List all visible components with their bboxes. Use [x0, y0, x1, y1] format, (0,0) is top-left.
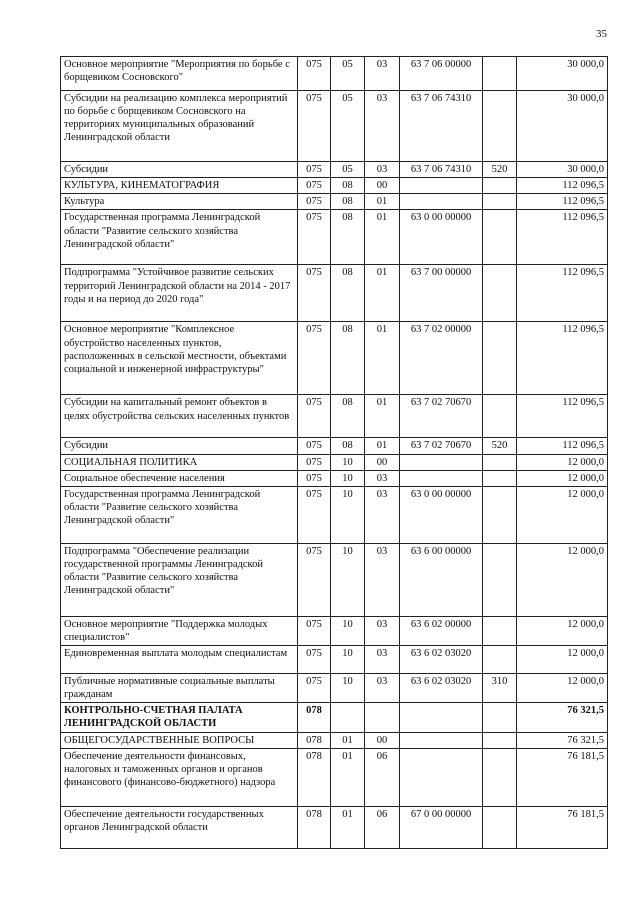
row-expense-type [483, 748, 517, 806]
row-target-article: 63 6 02 00000 [400, 616, 483, 645]
row-amount: 112 096,5 [517, 322, 608, 395]
row-expense-type [483, 210, 517, 265]
row-expense-type [483, 322, 517, 395]
row-name: ОБЩЕГОСУДАРСТВЕННЫЕ ВОПРОСЫ [61, 732, 298, 748]
row-gr-code: 075 [298, 194, 331, 210]
row-expense-type [483, 265, 517, 322]
row-section-code [331, 703, 365, 732]
row-name: Публичные нормативные социальные выплаты гражданам [61, 674, 298, 703]
row-name: Единовременная выплата молодым специалистам [61, 646, 298, 674]
row-subsection-code: 01 [365, 210, 400, 265]
row-expense-type [483, 732, 517, 748]
row-gr-code: 075 [298, 616, 331, 645]
row-target-article: 63 7 06 00000 [400, 57, 483, 91]
row-target-article: 63 7 06 74310 [400, 91, 483, 162]
row-section-code: 08 [331, 194, 365, 210]
row-gr-code: 075 [298, 543, 331, 616]
table-row [61, 210, 608, 265]
row-expense-type [483, 57, 517, 91]
row-gr-code: 075 [298, 91, 331, 162]
row-expense-type [483, 470, 517, 486]
row-expense-type [483, 806, 517, 848]
row-name: Государственная программа Ленинградской области "Развитие сельского хозяйства Ленинградской области" [61, 486, 298, 543]
row-expense-type [483, 543, 517, 616]
row-subsection-code: 03 [365, 616, 400, 645]
row-name: Субсидии на капитальный ремонт объектов в целях обустройства сельских населенных пунктов [61, 395, 298, 438]
row-amount: 112 096,5 [517, 210, 608, 265]
row-target-article: 63 7 02 70670 [400, 438, 483, 454]
row-target-article: 63 6 02 03020 [400, 674, 483, 703]
table-row [61, 748, 608, 806]
row-name: КОНТРОЛЬНО-СЧЕТНАЯ ПАЛАТА ЛЕНИНГРАДСКОЙ ОБЛАСТИ [61, 703, 298, 732]
table-row [61, 703, 608, 732]
row-target-article [400, 703, 483, 732]
row-amount: 112 096,5 [517, 178, 608, 194]
row-name: СОЦИАЛЬНАЯ ПОЛИТИКА [61, 454, 298, 470]
row-name: Субсидии [61, 162, 298, 178]
row-section-code: 05 [331, 162, 365, 178]
row-subsection-code: 00 [365, 732, 400, 748]
row-name: Основное мероприятие "Поддержка молодых специалистов" [61, 616, 298, 645]
row-gr-code: 078 [298, 806, 331, 848]
row-subsection-code: 03 [365, 162, 400, 178]
table-row [61, 732, 608, 748]
row-section-code: 08 [331, 210, 365, 265]
row-expense-type [483, 646, 517, 674]
row-expense-type [483, 454, 517, 470]
row-expense-type [483, 703, 517, 732]
row-name: Обеспечение деятельности финансовых, налоговых и таможенных органов и органов финансового (финансово-бюджетного) надзора [61, 748, 298, 806]
row-section-code: 08 [331, 322, 365, 395]
row-subsection-code: 01 [365, 194, 400, 210]
row-name: Обеспечение деятельности государственных органов Ленинградской области [61, 806, 298, 848]
row-gr-code: 075 [298, 57, 331, 91]
row-target-article [400, 470, 483, 486]
table-row [61, 543, 608, 616]
row-subsection-code: 06 [365, 806, 400, 848]
row-gr-code: 075 [298, 470, 331, 486]
row-gr-code: 075 [298, 646, 331, 674]
row-amount: 112 096,5 [517, 194, 608, 210]
row-name: Основное мероприятие "Комплексное обустройство населенных пунктов, расположенных в сельской местности, объектами социальной и инженерной инфраструктуры" [61, 322, 298, 395]
row-expense-type [483, 194, 517, 210]
row-name: Субсидии [61, 438, 298, 454]
row-gr-code: 075 [298, 395, 331, 438]
row-expense-type [483, 486, 517, 543]
row-subsection-code: 03 [365, 646, 400, 674]
row-name: Подпрограмма "Обеспечение реализации государственной программы Ленинградской области "Развитие сельского хозяйства Ленинградской области" [61, 543, 298, 616]
row-gr-code: 075 [298, 178, 331, 194]
row-target-article [400, 194, 483, 210]
row-amount: 30 000,0 [517, 91, 608, 162]
row-amount: 76 321,5 [517, 703, 608, 732]
row-target-article: 63 7 02 70670 [400, 395, 483, 438]
row-expense-type [483, 616, 517, 645]
row-section-code: 08 [331, 438, 365, 454]
table-row [61, 91, 608, 162]
row-subsection-code: 03 [365, 486, 400, 543]
row-subsection-code: 00 [365, 454, 400, 470]
row-gr-code: 078 [298, 748, 331, 806]
row-section-code: 10 [331, 470, 365, 486]
table-row [61, 646, 608, 674]
row-name: КУЛЬТУРА, КИНЕМАТОГРАФИЯ [61, 178, 298, 194]
row-gr-code: 075 [298, 322, 331, 395]
row-expense-type [483, 395, 517, 438]
row-subsection-code: 03 [365, 674, 400, 703]
row-section-code: 01 [331, 806, 365, 848]
row-section-code: 10 [331, 616, 365, 645]
row-amount: 112 096,5 [517, 438, 608, 454]
row-amount: 76 181,5 [517, 806, 608, 848]
row-target-article [400, 748, 483, 806]
table-row [61, 438, 608, 454]
row-section-code: 10 [331, 646, 365, 674]
row-name: Культура [61, 194, 298, 210]
row-amount: 112 096,5 [517, 395, 608, 438]
row-target-article: 63 7 06 74310 [400, 162, 483, 178]
row-section-code: 10 [331, 543, 365, 616]
row-section-code: 10 [331, 674, 365, 703]
table-row [61, 265, 608, 322]
table-row [61, 806, 608, 848]
row-target-article [400, 178, 483, 194]
row-gr-code: 075 [298, 210, 331, 265]
row-name: Основное мероприятие "Мероприятия по борьбе с борщевиком Сосновского" [61, 57, 298, 91]
row-name: Подпрограмма "Устойчивое развитие сельских территорий Ленинградской области на 2014 - 2017 годы и на период до 2020 года" [61, 265, 298, 322]
row-amount: 30 000,0 [517, 162, 608, 178]
page-number: 35 [596, 28, 607, 40]
row-subsection-code: 01 [365, 438, 400, 454]
table-row [61, 454, 608, 470]
row-expense-type [483, 91, 517, 162]
row-name: Государственная программа Ленинградской области "Развитие сельского хозяйства Ленинградской области" [61, 210, 298, 265]
row-target-article: 63 6 00 00000 [400, 543, 483, 616]
row-amount: 12 000,0 [517, 646, 608, 674]
table-row [61, 57, 608, 91]
row-gr-code: 078 [298, 732, 331, 748]
row-subsection-code: 01 [365, 395, 400, 438]
row-amount: 112 096,5 [517, 265, 608, 322]
row-subsection-code: 01 [365, 265, 400, 322]
row-expense-type: 310 [483, 674, 517, 703]
row-section-code: 05 [331, 57, 365, 91]
row-section-code: 01 [331, 732, 365, 748]
budget-table-body [61, 57, 608, 849]
row-gr-code: 075 [298, 438, 331, 454]
row-name: Социальное обеспечение населения [61, 470, 298, 486]
row-subsection-code: 00 [365, 178, 400, 194]
row-amount: 12 000,0 [517, 674, 608, 703]
table-row [61, 194, 608, 210]
row-subsection-code: 03 [365, 470, 400, 486]
row-section-code: 10 [331, 486, 365, 543]
row-subsection-code: 01 [365, 322, 400, 395]
row-amount: 12 000,0 [517, 543, 608, 616]
row-subsection-code: 03 [365, 57, 400, 91]
row-expense-type [483, 178, 517, 194]
row-target-article: 67 0 00 00000 [400, 806, 483, 848]
budget-table [60, 56, 608, 849]
row-gr-code: 078 [298, 703, 331, 732]
row-amount: 76 321,5 [517, 732, 608, 748]
row-target-article [400, 454, 483, 470]
row-name: Субсидии на реализацию комплекса мероприятий по борьбе с борщевиком Сосновского на территориях муниципальных образований Ленинградской области [61, 91, 298, 162]
table-row [61, 395, 608, 438]
table-row [61, 486, 608, 543]
row-target-article: 63 6 02 03020 [400, 646, 483, 674]
row-target-article: 63 0 00 00000 [400, 486, 483, 543]
row-section-code: 08 [331, 395, 365, 438]
row-gr-code: 075 [298, 674, 331, 703]
table-row [61, 322, 608, 395]
row-subsection-code: 03 [365, 543, 400, 616]
row-amount: 12 000,0 [517, 454, 608, 470]
row-target-article: 63 7 02 00000 [400, 322, 483, 395]
row-section-code: 05 [331, 91, 365, 162]
row-target-article: 63 0 00 00000 [400, 210, 483, 265]
row-amount: 12 000,0 [517, 486, 608, 543]
row-gr-code: 075 [298, 454, 331, 470]
row-gr-code: 075 [298, 265, 331, 322]
row-amount: 76 181,5 [517, 748, 608, 806]
row-expense-type: 520 [483, 162, 517, 178]
table-row [61, 178, 608, 194]
row-target-article: 63 7 00 00000 [400, 265, 483, 322]
table-row [61, 162, 608, 178]
row-section-code: 10 [331, 454, 365, 470]
row-amount: 30 000,0 [517, 57, 608, 91]
row-amount: 12 000,0 [517, 470, 608, 486]
table-row [61, 470, 608, 486]
row-gr-code: 075 [298, 162, 331, 178]
row-section-code: 01 [331, 748, 365, 806]
row-gr-code: 075 [298, 486, 331, 543]
row-section-code: 08 [331, 265, 365, 322]
table-row [61, 674, 608, 703]
row-subsection-code [365, 703, 400, 732]
row-section-code: 08 [331, 178, 365, 194]
row-target-article [400, 732, 483, 748]
row-amount: 12 000,0 [517, 616, 608, 645]
row-subsection-code: 06 [365, 748, 400, 806]
table-row [61, 616, 608, 645]
row-subsection-code: 03 [365, 91, 400, 162]
row-expense-type: 520 [483, 438, 517, 454]
